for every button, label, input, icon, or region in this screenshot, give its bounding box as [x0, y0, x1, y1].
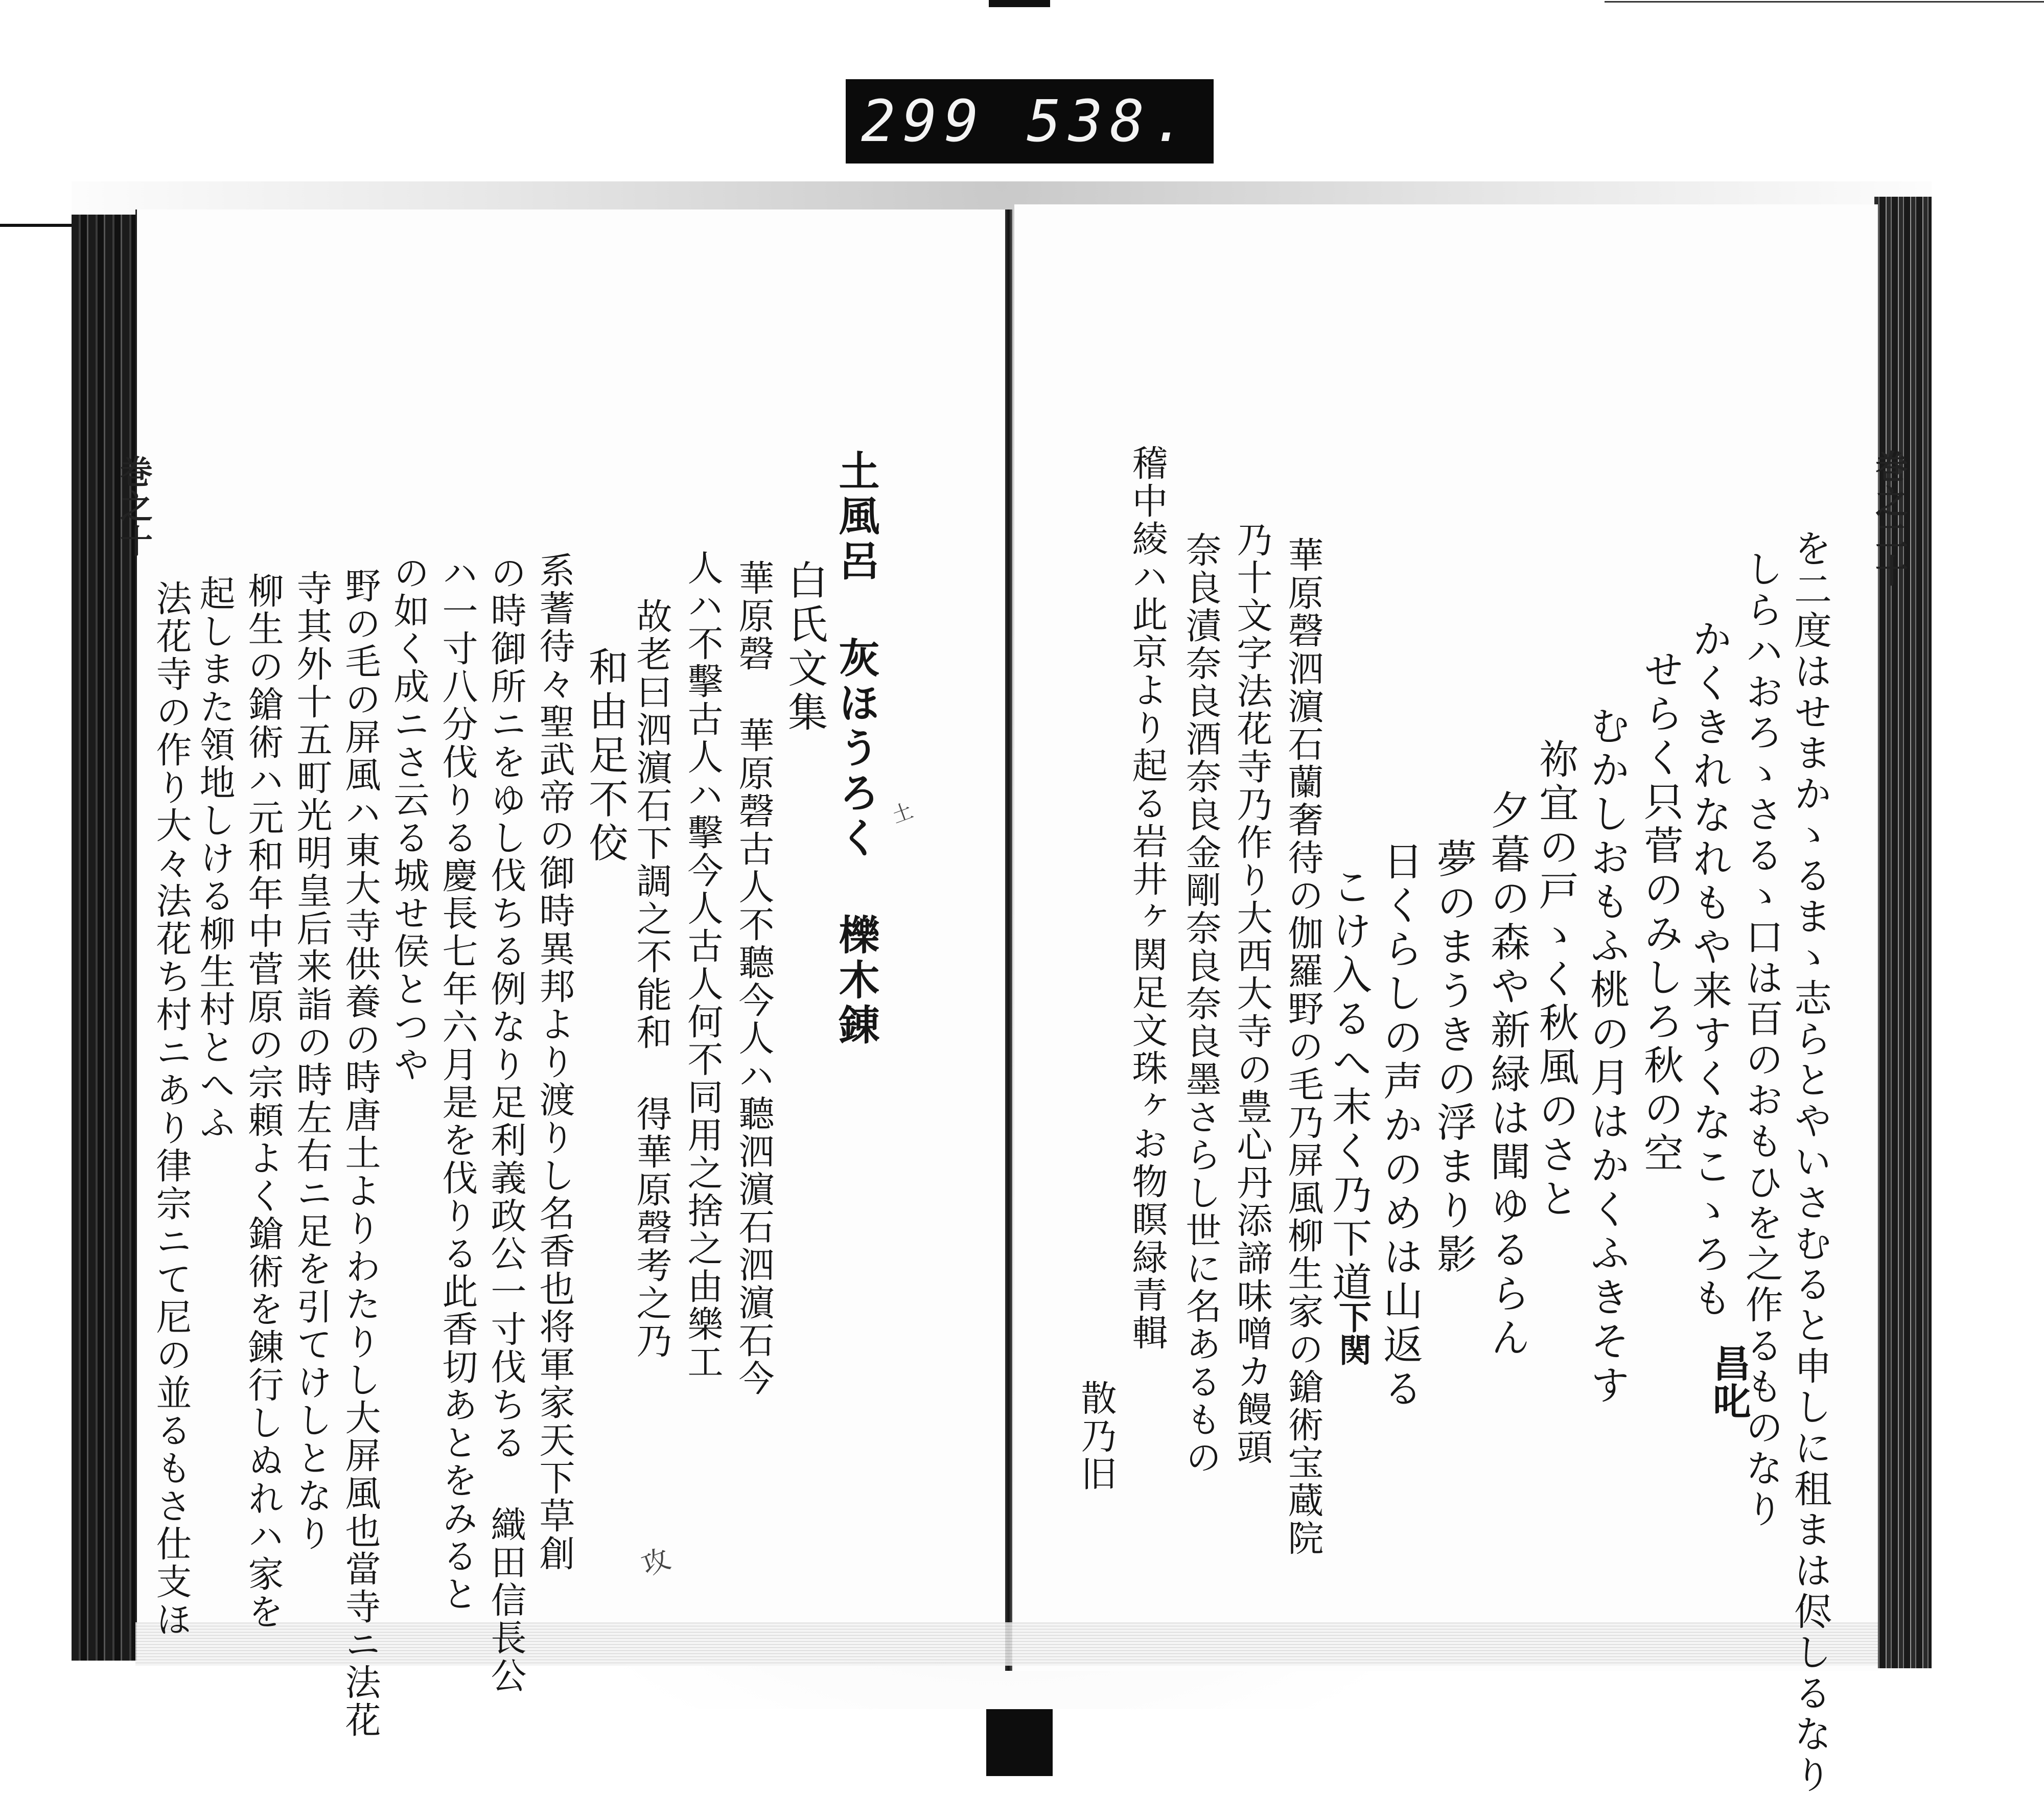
frame-number-left: 299	[861, 88, 986, 155]
stray-mark-2: 土	[889, 799, 916, 828]
left-page-stack	[72, 215, 135, 1661]
left-col-2: 白氏文集	[781, 559, 827, 735]
right-col-10: こけ入るへ末く乃下道	[1326, 866, 1372, 1305]
attribution-shokyu: 昌叱	[1707, 1344, 1751, 1419]
left-col-6: 和由足不佼	[582, 646, 628, 866]
left-col-3: 華原磬 華原磬古人不聽今人ハ聽泗濵石泗濵石今	[733, 559, 775, 1397]
scan-artifact-top-line	[1605, 1, 2044, 3]
right-col-9: 日くらしの声かのめは山返る	[1377, 841, 1423, 1412]
left-side-mark: 巻之十	[114, 455, 153, 559]
attribution-shimozeki: 下関	[1333, 1300, 1372, 1366]
stray-mark-1: 攻	[637, 1542, 675, 1582]
scan-artifact-top-bar	[989, 0, 1050, 7]
right-page-stack	[1874, 197, 1932, 1668]
right-col-1: を二度はせまかゝるまゝ志らとやいさむると申しに租まは侭しるなり	[1788, 529, 1832, 1796]
right-col-8: 夢のまうきの浮まり影	[1430, 838, 1476, 1277]
left-col-15: 法花寺の作り大々法花ち村ニあり律宗ニて尼の並るもさ仕支ほ	[150, 580, 192, 1639]
frame-number-label	[846, 79, 1214, 164]
left-col-11: 野の毛の屏風ハ東大寺供養の時唐土よりわたりし大屏風也當寺ニ法花	[339, 567, 381, 1739]
right-col-11: 華原磬泗濵石蘭奢待の伽羅野の毛乃屏風柳生家の鎗術宝蔵院	[1282, 537, 1324, 1557]
right-col-2: しらハおろゝさるゝ口は百のおもひを之作るものなり	[1739, 549, 1783, 1530]
right-col-15: 散乃旧	[1075, 1380, 1117, 1493]
book-gutter	[1005, 209, 1012, 1671]
scan-artifact-left-line	[0, 224, 82, 227]
left-col-5: 故老曰泗濵石下調之不能和 得華原磬考之乃	[631, 598, 672, 1360]
left-col-14: 起しまた領地しける柳生村とへふ	[194, 575, 236, 1142]
left-col-12: 寺其外十五町光明皇后来詣の時左右ニ足を引てけしとなり	[291, 570, 333, 1553]
right-col-7: 夕暮の森や新緑は聞ゆるらん	[1484, 789, 1530, 1361]
left-col-13: 柳生の鎗術ハ元和年中菅原の宗頼よく鎗術を錬行しぬれハ家を	[242, 572, 284, 1631]
left-col-8: の時御所ニをゆし伐ちる例なり足利義政公一寸伐ちる 織田信長公	[485, 554, 527, 1695]
right-col-6: 祢宜の戸ゝく秋風のさと	[1532, 738, 1578, 1222]
right-col-3: かくきれなれもや来すくなこゝろも	[1686, 618, 1732, 1321]
page-bottom-edge	[135, 1622, 1878, 1666]
right-col-13: 奈良漬奈良酒奈良金剛奈良奈良墨さらし世に名あるもの	[1180, 531, 1222, 1477]
left-col-1: 土風呂 灰ほうろく 櫟木錬	[832, 450, 880, 1048]
right-col-12: 乃十文字法花寺乃作り大西大寺の豊心丹添諦味噌カ饅頭	[1231, 521, 1273, 1466]
left-col-10: の如く成ニさ云る城せ侯とつや	[388, 554, 430, 1084]
left-col-4: 人ハ不擊古人ハ擊今人古人何不同用之捨之由樂工	[682, 549, 724, 1381]
right-col-14: 稽中綾ハ此京より起る岩井ヶ関足文珠ヶお物瞑緑青輯	[1126, 445, 1168, 1352]
right-col-5: むかしおもふ桃の月はかくふきそす	[1584, 705, 1630, 1408]
right-col-4: せらく只菅のみしろ秋の空	[1637, 649, 1683, 1176]
left-col-7: 系蓍待々聖武帝の御時異邦より渡りし名香也将軍家天下草創	[533, 552, 575, 1573]
right-side-mark: 巻之二十	[1870, 450, 1908, 589]
left-col-9: ハ一寸八分伐りる慶長七年六月是を伐りる此香切あとをみると	[436, 554, 478, 1613]
frame-number-right: 538.	[1027, 88, 1193, 155]
